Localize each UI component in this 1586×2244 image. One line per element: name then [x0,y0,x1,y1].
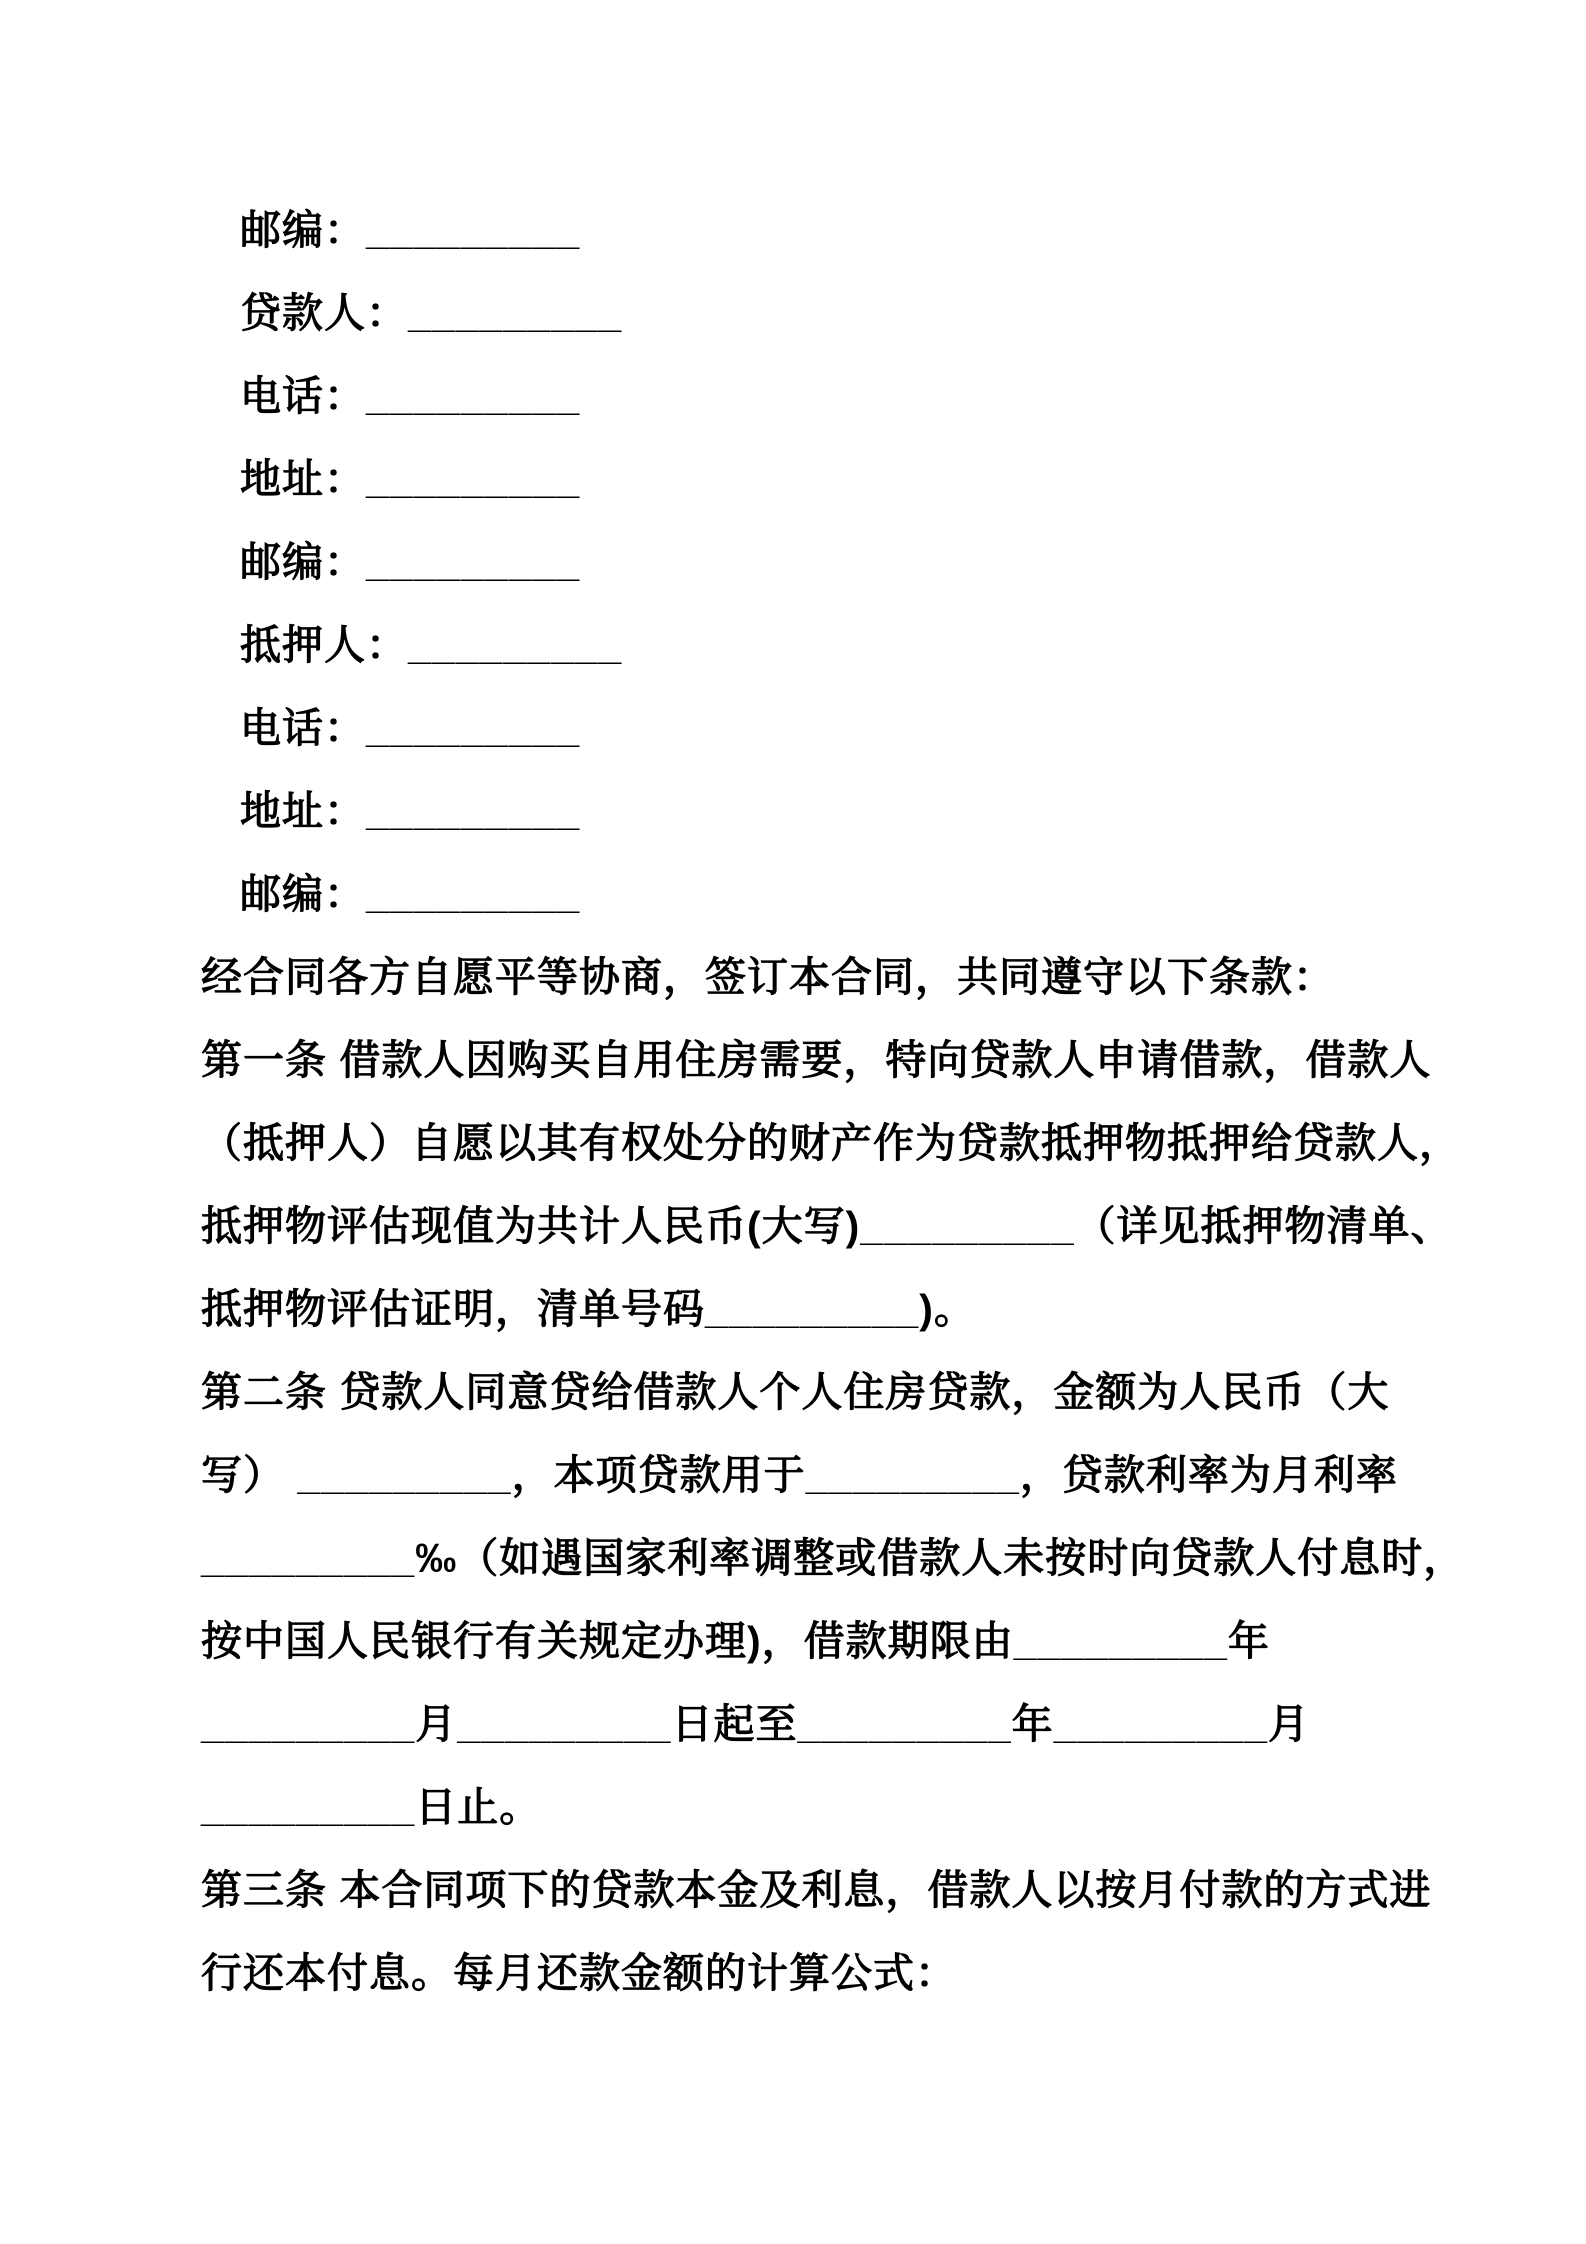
field-blank-mortgagor: _________ [408,622,623,668]
field-label-mortgagor: 抵押人： [240,622,408,668]
field-label-lender: 贷款人： [240,290,408,336]
article-2-line-4: 按中国人民银行有关规定办理)，借款期限由_________年 [201,1618,1270,1664]
field-row-address-2 [201,770,1466,853]
field-blank-postal-code-2: _________ [366,539,581,585]
field-blank-phone-2: _________ [366,705,581,751]
field-label-phone-2: 电话： [240,705,366,751]
field-label-postal-code-3: 邮编： [240,871,366,917]
field-label-phone-1: 电话： [240,373,366,419]
field-blank-phone-1: _________ [366,373,581,419]
field-label-address-1: 地址： [240,456,366,502]
contract-clauses [201,936,1466,2015]
article-1-line-1: 第一条 借款人因购买自用住房需要，特向贷款人申请借款，借款人 [201,1037,1432,1083]
field-row-postal-code-2 [201,521,1466,604]
field-row-phone-1 [201,355,1466,438]
field-row-postal-code-1 [201,189,1466,272]
field-blank-postal-code-3: _________ [366,871,581,917]
field-blank-postal-code-1: _________ [366,207,581,253]
field-row-postal-code-3 [201,853,1466,936]
field-row-mortgagor [201,604,1466,687]
field-row-phone-2 [201,687,1466,770]
field-blank-address-2: _________ [366,788,581,834]
article-3-line-2: 行还本付息。每月还款金额的计算公式： [201,1950,957,1996]
article-2-line-1: 第二条 贷款人同意贷给借款人个人住房贷款，金额为人民币（大 [201,1369,1390,1415]
article-2-line-2: 写） _________，本项贷款用于_________，贷款利率为月利率 [201,1452,1398,1498]
field-blank-lender: _________ [408,290,623,336]
article-2-line-6: _________日止。 [201,1784,542,1830]
article-2-line-5: _________月_________日起至_________年_________月 [201,1701,1310,1747]
article-1-line-3: 抵押物评估现值为共计人民币(大写)_________（详见抵押物清单、 [201,1203,1453,1249]
field-label-postal-code-2: 邮编： [240,539,366,585]
field-row-address-1 [201,438,1466,521]
article-3-line-1: 第三条 本合同项下的贷款本金及利息，借款人以按月付款的方式进 [201,1867,1432,1913]
field-label-address-2: 地址： [240,788,366,834]
article-1-line-2: （抵押人）自愿以其有权处分的财产作为贷款抵押物抵押给贷款人， [201,1120,1461,1166]
party-info-fields [201,189,1466,936]
article-1-line-4: 抵押物评估证明，清单号码_________)。 [201,1286,976,1332]
field-label-postal-code-1: 邮编： [240,207,366,253]
article-2-line-3: _________‰（如遇国家利率调整或借款人未按时向贷款人付息时， [201,1535,1466,1581]
field-blank-address-1: _________ [366,456,581,502]
paragraph-preamble: 经合同各方自愿平等协商，签订本合同，共同遵守以下条款： [201,954,1335,1000]
field-row-lender [201,272,1466,355]
